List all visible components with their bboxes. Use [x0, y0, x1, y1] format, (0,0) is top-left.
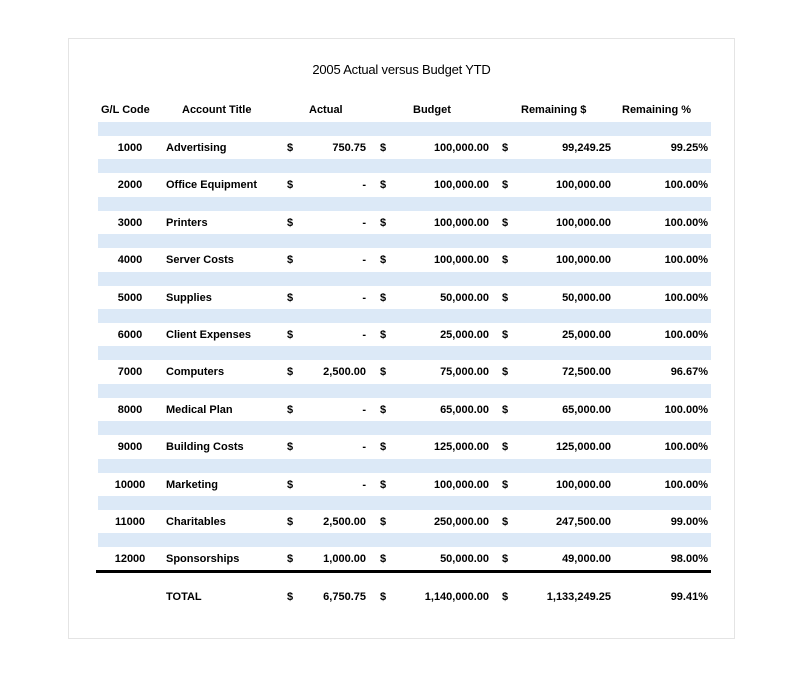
- header-actual: Actual: [309, 104, 343, 116]
- remaining-currency: $: [502, 329, 509, 341]
- remaining-pct-cell: 100.00%: [664, 329, 708, 341]
- gl-code-cell: 1000: [117, 142, 143, 154]
- actual-cell: -: [362, 479, 366, 491]
- gl-code-cell: 9000: [117, 441, 143, 453]
- row-stripe: [98, 459, 711, 473]
- remaining-pct-cell: 100.00%: [664, 217, 708, 229]
- remaining-amount-cell: 100,000.00: [555, 254, 611, 266]
- remaining-currency: $: [502, 516, 509, 528]
- remaining-currency: $: [502, 254, 509, 266]
- gl-code-cell: 11000: [115, 516, 145, 528]
- budget-currency: $: [380, 553, 387, 565]
- actual-currency: $: [287, 254, 294, 266]
- gl-code-cell: 10000: [114, 479, 146, 491]
- account-title-cell: Charitables: [166, 516, 226, 528]
- row-stripe: [98, 272, 711, 286]
- row-stripe: [98, 384, 711, 398]
- actual-currency: $: [287, 179, 294, 191]
- remaining-amount-cell: 49,000.00: [562, 553, 611, 565]
- total-actual: 6,750.75: [323, 591, 366, 603]
- budget-currency: $: [380, 254, 387, 266]
- actual-cell: -: [362, 217, 366, 229]
- actual-currency: $: [287, 217, 294, 229]
- actual-cell: -: [362, 254, 366, 266]
- gl-code-cell: 6000: [117, 329, 143, 341]
- actual-cell: -: [362, 404, 366, 416]
- remaining-pct-cell: 99.00%: [670, 516, 708, 528]
- actual-cell: 1,000.00: [323, 553, 366, 565]
- account-title-cell: Building Costs: [166, 441, 244, 453]
- actual-cell: 750.75: [332, 142, 366, 154]
- gl-code-cell: 12000: [114, 553, 146, 565]
- row-stripe: [98, 309, 711, 323]
- budget-cell: 50,000.00: [440, 292, 489, 304]
- remaining-pct-cell: 100.00%: [664, 404, 708, 416]
- gl-code-cell: 3000: [117, 217, 143, 229]
- table-row: [0, 326, 804, 344]
- table-row: [0, 363, 804, 381]
- report-title: 2005 Actual versus Budget YTD: [312, 62, 491, 77]
- budget-cell: 25,000.00: [440, 329, 489, 341]
- budget-cell: 250,000.00: [433, 516, 489, 528]
- remaining-currency: $: [502, 441, 509, 453]
- remaining-pct-cell: 100.00%: [664, 179, 708, 191]
- budget-cell: 100,000.00: [433, 142, 489, 154]
- remaining-currency: $: [502, 217, 509, 229]
- remaining-currency: $: [502, 292, 509, 304]
- actual-cell: 2,500.00: [323, 366, 366, 378]
- row-stripe: [98, 496, 711, 510]
- table-row: [0, 251, 804, 269]
- table-row: [0, 438, 804, 456]
- row-stripe: [98, 533, 711, 547]
- remaining-currency: $: [502, 479, 509, 491]
- account-title-cell: Printers: [166, 217, 208, 229]
- remaining-amount-cell: 50,000.00: [562, 292, 611, 304]
- budget-cell: 125,000.00: [433, 441, 489, 453]
- actual-cell: -: [362, 179, 366, 191]
- actual-currency: $: [287, 441, 294, 453]
- budget-cell: 65,000.00: [440, 404, 489, 416]
- table-row: [0, 401, 804, 419]
- actual-cell: -: [362, 441, 366, 453]
- table-row: [0, 476, 804, 494]
- remaining-pct-cell: 100.00%: [664, 292, 708, 304]
- budget-currency: $: [380, 479, 387, 491]
- account-title-cell: Client Expenses: [166, 329, 251, 341]
- total-row: [0, 588, 804, 606]
- remaining-amount-cell: 100,000.00: [555, 479, 611, 491]
- remaining-pct-cell: 96.67%: [670, 366, 708, 378]
- table-row: [0, 513, 804, 531]
- account-title-cell: Advertising: [166, 142, 227, 154]
- remaining-pct-cell: 100.00%: [664, 441, 708, 453]
- row-stripe: [98, 234, 711, 248]
- actual-currency: $: [287, 329, 294, 341]
- actual-currency: $: [287, 292, 294, 304]
- header-budget: Budget: [413, 104, 451, 116]
- row-stripe: [98, 346, 711, 360]
- budget-cell: 50,000.00: [440, 553, 489, 565]
- actual-currency: $: [287, 479, 294, 491]
- remaining-amount-cell: 99,249.25: [562, 142, 611, 154]
- budget-cell: 75,000.00: [440, 366, 489, 378]
- budget-currency: $: [380, 142, 387, 154]
- total-budget: 1,140,000.00: [424, 591, 489, 603]
- remaining-amount-cell: 25,000.00: [562, 329, 611, 341]
- actual-cell: -: [362, 329, 366, 341]
- table-row: [0, 214, 804, 232]
- header-account-title: Account Title: [182, 104, 252, 116]
- actual-cell: 2,500.00: [323, 516, 366, 528]
- total-remaining-currency: $: [502, 591, 509, 603]
- gl-code-cell: 8000: [117, 404, 143, 416]
- remaining-pct-cell: 100.00%: [664, 254, 708, 266]
- remaining-currency: $: [502, 142, 509, 154]
- header-remaining-pct: Remaining %: [622, 104, 692, 116]
- account-title-cell: Computers: [166, 366, 225, 378]
- total-budget-currency: $: [380, 591, 387, 603]
- table-row: [0, 289, 804, 307]
- budget-currency: $: [380, 292, 387, 304]
- actual-currency: $: [287, 366, 294, 378]
- account-title-cell: Office Equipment: [166, 179, 258, 191]
- remaining-currency: $: [502, 179, 509, 191]
- remaining-amount-cell: 72,500.00: [562, 366, 611, 378]
- gl-code-cell: 5000: [117, 292, 143, 304]
- remaining-pct-cell: 100.00%: [664, 479, 708, 491]
- account-title-cell: Medical Plan: [166, 404, 233, 416]
- total-remaining-pct: 99.41%: [670, 591, 708, 603]
- account-title-cell: Marketing: [166, 479, 218, 491]
- budget-currency: $: [380, 404, 387, 416]
- budget-currency: $: [380, 217, 387, 229]
- remaining-amount-cell: 247,500.00: [555, 516, 611, 528]
- gl-code-cell: 7000: [117, 366, 143, 378]
- budget-cell: 100,000.00: [433, 179, 489, 191]
- budget-currency: $: [380, 329, 387, 341]
- budget-currency: $: [380, 366, 387, 378]
- table-row: [0, 550, 804, 568]
- row-stripe: [98, 197, 711, 211]
- budget-currency: $: [380, 516, 387, 528]
- actual-currency: $: [287, 404, 294, 416]
- account-title-cell: Supplies: [166, 292, 212, 304]
- remaining-currency: $: [502, 366, 509, 378]
- remaining-currency: $: [502, 404, 509, 416]
- remaining-currency: $: [502, 553, 509, 565]
- header-remaining-amount: Remaining $: [521, 104, 587, 116]
- remaining-pct-cell: 98.00%: [670, 553, 708, 565]
- actual-currency: $: [287, 142, 294, 154]
- table-row: [0, 139, 804, 157]
- row-stripe: [98, 421, 711, 435]
- remaining-pct-cell: 99.25%: [670, 142, 708, 154]
- budget-cell: 100,000.00: [433, 254, 489, 266]
- table-row: [0, 176, 804, 194]
- total-actual-currency: $: [287, 591, 294, 603]
- header-gl-code: G/L Code: [101, 104, 150, 116]
- actual-currency: $: [287, 553, 294, 565]
- total-divider: [96, 570, 711, 573]
- account-title-cell: Server Costs: [166, 254, 234, 266]
- budget-currency: $: [380, 179, 387, 191]
- budget-currency: $: [380, 441, 387, 453]
- actual-cell: -: [362, 292, 366, 304]
- budget-cell: 100,000.00: [433, 479, 489, 491]
- account-title-cell: Sponsorships: [166, 553, 240, 565]
- actual-currency: $: [287, 516, 294, 528]
- remaining-amount-cell: 100,000.00: [555, 217, 611, 229]
- budget-cell: 100,000.00: [433, 217, 489, 229]
- row-stripe: [98, 122, 711, 136]
- row-stripe: [98, 159, 711, 173]
- remaining-amount-cell: 100,000.00: [555, 179, 611, 191]
- remaining-amount-cell: 65,000.00: [562, 404, 611, 416]
- gl-code-cell: 2000: [117, 179, 143, 191]
- total-remaining: 1,133,249.25: [546, 591, 611, 603]
- remaining-amount-cell: 125,000.00: [555, 441, 611, 453]
- gl-code-cell: 4000: [117, 254, 143, 266]
- total-label: TOTAL: [166, 591, 202, 603]
